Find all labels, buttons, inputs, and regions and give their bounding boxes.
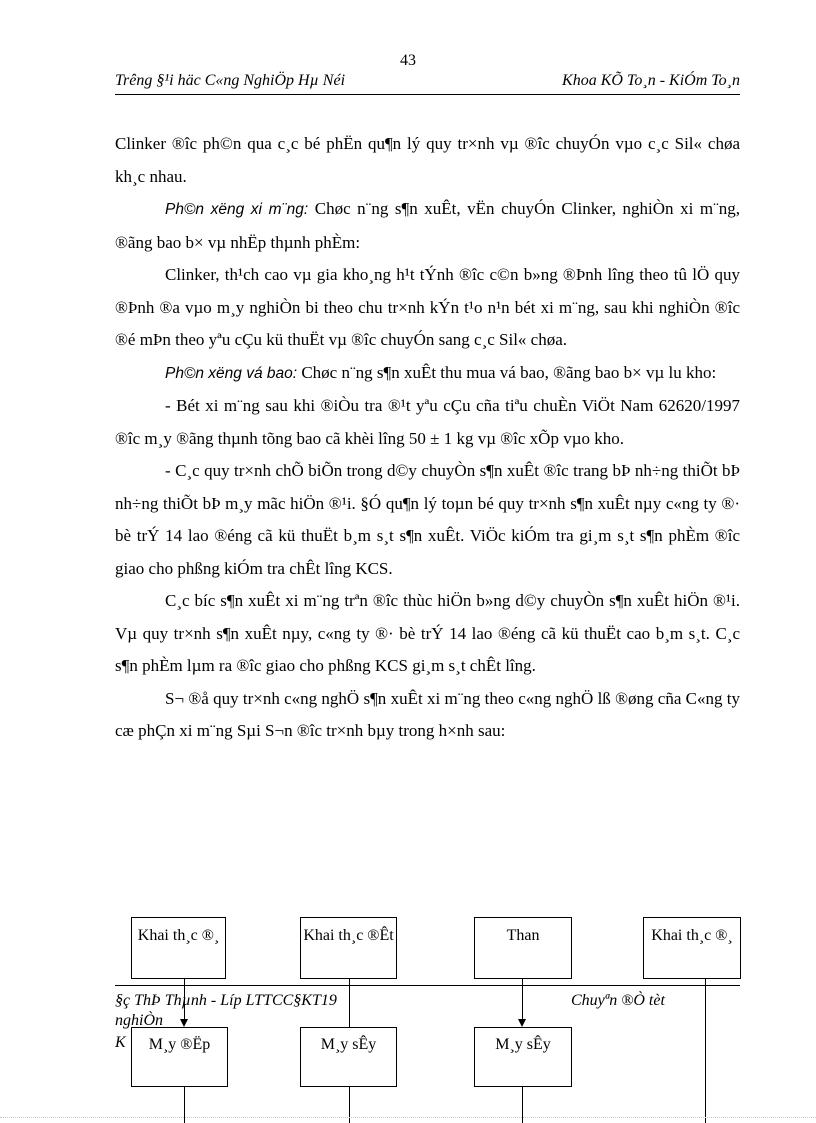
header-rule — [115, 94, 740, 95]
body-text — [115, 128, 740, 748]
paragraph: S¬ ®å quy tr×nh c«ng nghÖ s¶n xuÊt xi m¨ng theo c«ng nghÖ lß ®øng cña C«ng ty cæ phÇn xi m¨ng Sµi S¬n ®îc tr×nh bµy trong h×nh sau: — [115, 688, 740, 740]
footer-thesis: Chuyªn ®Ò tèt — [571, 992, 665, 1009]
paragraph: - C¸c quy tr×nh chÕ biÕn trong d©y chuyÒn s¶n xuÊt ®îc trang bÞ nh÷ng thiÕt bÞ nh÷ng thiÕt bÞ m¸y mãc hiÖn ®¹i. §Ó qu¶n lý toµn bé quy tr×nh s¶n xuÊt nµy c«ng ty ®· bè trÝ 14 lao ®éng cã kü thuËt b¸m s¸t s¶n xuÊt. ViÖc kiÓm tra gi¸m s¸t s¶n phÈm ®îc giao cho phßng kiÓm tra chÊt lîng KCS. — [115, 461, 740, 578]
footer-author: §ç ThÞ Thµnh - Líp LTTCC§KT19 — [115, 992, 337, 1009]
paragraph: Ph©n xëng vá bao: Chøc n¨ng s¶n xuÊt thu mua vá bao, ®ãng bao b× vµ lu kho: — [165, 362, 717, 382]
page-number: 43 — [400, 52, 416, 69]
paragraph: Clinker, th¹ch cao vµ gia kho¸ng h¹t tÝnh ®îc c©n b»ng ®Þnh lîng theo tû lÖ quy ®Þnh ®a vµo m¸y nghiÒn bi theo chu tr×nh kÝn t¹o n¹n bét xi m¨ng, sau khi nghiÒn ®îc ®é mÞn theo yªu cÇu kü thuËt vµ ®îc chuyÓn sang c¸c Sil« chøa. — [115, 265, 740, 349]
paragraph: Ph©n xëng xi m¨ng: Chøc n¨ng s¶n xuÊt, vËn chuyÓn Clinker, nghiÒn xi m¨ng, ®ãng bao b× vµ nhËp thµnh phÈm: — [115, 199, 740, 252]
footer-rule — [115, 985, 740, 986]
box-khai-thac-dat: Khai th¸c ®Êt — [300, 917, 397, 979]
paragraph: Clinker ®îc ph©n qua c¸c bé phËn qu¶n lý quy tr×nh vµ ®îc chuyÓn vµo c¸c Sil« chøa kh¸c nhau. — [115, 134, 740, 186]
box-may-say-2: M¸y sÊy — [474, 1027, 572, 1087]
paragraph: C¸c bíc s¶n xuÊt xi m¨ng trªn ®îc thùc hiÖn b»ng d©y chuyÒn s¶n xuÊt hiÖn ®¹i. Vµ quy tr×nh s¶n xuÊt nµy, c«ng ty ®· bè trÝ 14 lao ®éng cã kü thuËt cao b¸m s¸t. C¸c s¶n phÈm lµm ra ®îc giao cho phßng KCS gi¸m s¸t chÊt lîng. — [115, 591, 740, 675]
box-may-say: M¸y sÊy — [300, 1027, 397, 1087]
connector-line — [705, 979, 706, 1123]
arrow-head — [180, 1019, 188, 1027]
footer-stray-text: nghiÒn — [115, 1012, 163, 1029]
box-may-dap: M¸y ®Ëp — [131, 1027, 228, 1087]
box-khai-thac-da: Khai th¸c ®¸ — [131, 917, 226, 979]
header-school: Trêng §¹i häc C«ng NghiÖp Hµ Néi — [115, 72, 346, 89]
section-heading: Ph©n xëng vá bao: — [165, 364, 298, 382]
paragraph: - Bét xi m¨ng sau khi ®iÒu tra ®¹t yªu cÇu cña tiªu chuÈn ViÖt Nam 62620/1997 ®îc m¸y ®ãng thµnh tõng bao cã khèi lîng 50 ± 1 kg vµ ®îc xÕp vµo kho. — [115, 396, 740, 448]
arrow-head — [518, 1019, 526, 1027]
footer-stray-letter: K — [115, 1034, 126, 1051]
page-edge-dots — [0, 1117, 816, 1118]
connector-line — [349, 979, 350, 1027]
header-faculty: Khoa KÕ To¸n - KiÓm To¸n — [562, 72, 740, 89]
box-khai-thac-da-2: Khai th¸c ®¸ — [643, 917, 741, 979]
section-heading: Ph©n xëng xi m¨ng: — [165, 201, 309, 218]
box-than: Than — [474, 917, 572, 979]
